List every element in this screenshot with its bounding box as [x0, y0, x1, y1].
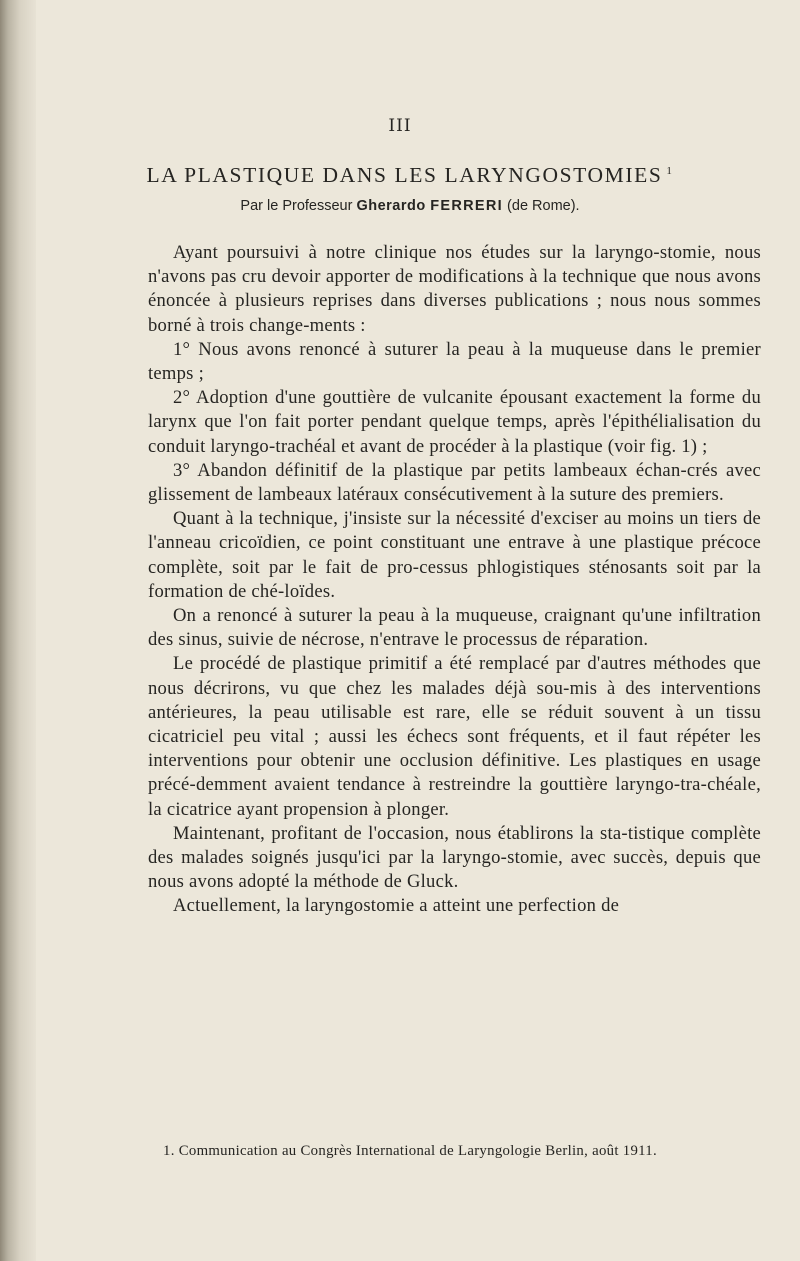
byline: [0, 198, 790, 214]
author-first-name: Gherardo: [356, 198, 426, 214]
paragraph: Actuellement, la laryngostomie a atteint une perfection de: [173, 895, 620, 917]
paragraph: Maintenant, profitant de l'occasion, nous établirons la sta-tistique complète des malades soignés jusqu'ici par la laryngo-stomie, avec succès, depuis que nous avons adopté la méthode de Gluck.: [148, 822, 761, 893]
chapter-number: III: [388, 116, 412, 136]
footnote-text: 1. Communication au Congrès International de Laryngologie Berlin, août 1911.: [163, 1143, 658, 1159]
paragraph: Quant à la technique, j'insiste sur la nécessité d'exciser au moins un tiers de l'anneau cricoïdien, ce point constituant une entrave à une plastique précoce complète, soit par le fait de pro-cessus phlogistiques sténosants soit par la formation de ché-loïdes.: [148, 508, 761, 602]
byline-suffix: (de Rome).: [507, 198, 580, 214]
paragraph: 2° Adoption d'une gouttière de vulcanite épousant exactement la forme du larynx que l'on fait porter pendant quelque temps, après l'épithélialisation du conduit laryngo-trachéal et avant de procéder à la plastique (voir fig. 1) ;: [148, 387, 761, 457]
article-title-text: LA PLASTIQUE DANS LES LARYNGOSTOMIES: [146, 163, 663, 187]
footnote-marker: 1: [666, 165, 674, 177]
footnote: [143, 1141, 761, 1161]
paragraph: 1° Nous avons renoncé à suturer la peau à la muqueuse dans le premier temps ;: [148, 338, 761, 385]
paragraph: On a renoncé à suturer la peau à la muqueuse, craignant qu'une infiltration des sinus, suivie de nécrose, n'entrave le processus de réparation.: [148, 605, 761, 651]
paragraph: Le procédé de plastique primitif a été remplacé par d'autres méthodes que nous décrirons, vu que chez les malades déjà sou-mis à des interventions antérieures, la peau utilisable est rare, elle se réduit souvent à un tissu cicatriciel peu vital ; aussi les échecs sont fréquents, et il faut répéter les interventions pour obtenir une occlusion définitive. Les plastiques en usage précé-demment avaient tendance à restreindre la gouttière laryngo-tra-chéale, la cicatrice ayant propension à plonger.: [148, 653, 761, 820]
body-text: [148, 241, 761, 919]
byline-prefix: Par le Professeur: [240, 198, 353, 214]
author-name: [356, 198, 503, 214]
paragraph: Ayant poursuivi à notre clinique nos études sur la laryngo-stomie, nous n'avons pas cru devoir apporter de modifications à la technique que nous avons énoncée à plusieurs reprises dans diverses publications ; nous nous sommes borné à trois change-ments :: [148, 242, 761, 336]
author-surname: FERRERI: [430, 198, 504, 214]
paragraph: 3° Abandon définitif de la plastique par petits lambeaux échan-crés avec glissement de lambeaux latéraux consécutivement à la suture des premiers.: [148, 459, 761, 506]
article-title: [0, 163, 790, 188]
